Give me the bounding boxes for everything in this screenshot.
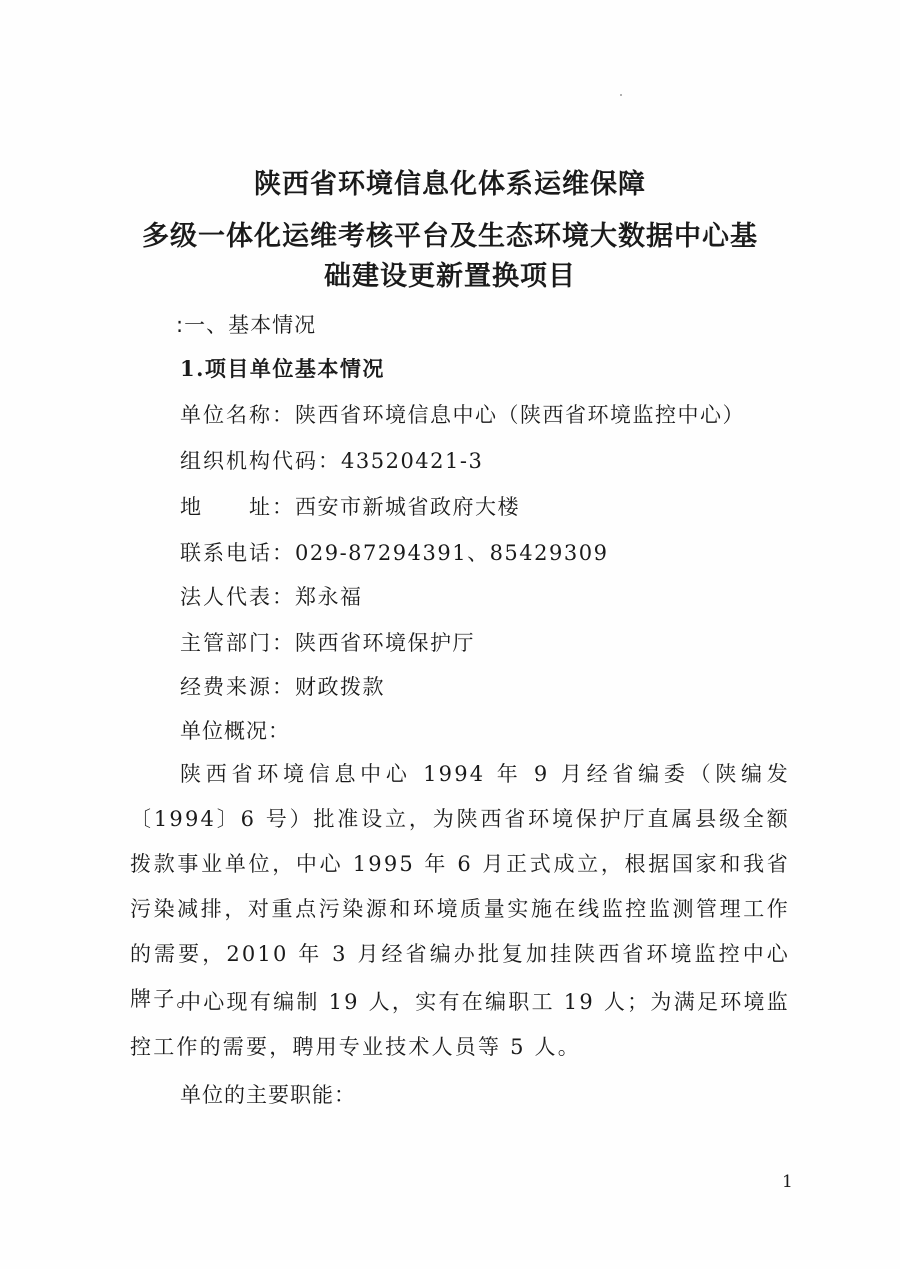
overview-heading: 单位概况： bbox=[180, 719, 290, 743]
field-value: 财政拨款 bbox=[295, 675, 385, 699]
document-title-line-1: 陕西省环境信息化体系运维保障 bbox=[254, 169, 646, 200]
field-unit-name bbox=[180, 402, 745, 428]
field-label: 经费来源： bbox=[180, 675, 295, 699]
subsection-heading-unit-info: 1.项目单位基本情况 bbox=[180, 356, 385, 381]
field-value: 029-87294391、85429309 bbox=[295, 541, 609, 565]
overview-paragraph: 陕西省环境信息中心 1994 年 9 月经省编委（陕编发〔1994〕6 号）批准设立，为陕西省环境保护厅直属县级全额拨款事业单位，中心 1995 年 6 月正式成立，根据国家和我省污染减排，对重点污染源和环境质量实施在线监控监测管理工作的需要，2010 年 3 月经省编办批复加挂陕西省环境监控中心牌子。 bbox=[130, 762, 790, 1011]
field-label: 组织机构代码： bbox=[180, 449, 341, 473]
field-label: 法人代表： bbox=[180, 585, 295, 609]
field-value: 陕西省环境保护厅 bbox=[295, 631, 475, 655]
section-heading-basic-info: :一、基本情况 bbox=[176, 313, 317, 337]
field-value: 郑永福 bbox=[295, 585, 363, 609]
field-address bbox=[180, 494, 520, 520]
field-label: 联系电话： bbox=[180, 541, 295, 565]
field-value: 西安市新城省政府大楼 bbox=[295, 495, 520, 519]
field-label: 地 址： bbox=[180, 495, 295, 519]
document-title-line-3: 础建设更新置换项目 bbox=[324, 261, 576, 292]
field-supervising-department bbox=[180, 630, 475, 656]
document-title-line-2: 多级一体化运维考核平台及生态环境大数据中心基 bbox=[142, 221, 758, 252]
field-value: 43520421-3 bbox=[341, 449, 484, 473]
scan-speck bbox=[620, 94, 622, 96]
field-legal-representative bbox=[180, 584, 363, 610]
field-label: 主管部门： bbox=[180, 631, 295, 655]
field-funding-source bbox=[180, 674, 385, 700]
field-value: 陕西省环境信息中心（陕西省环境监控中心） bbox=[295, 403, 745, 427]
field-label: 单位名称： bbox=[180, 403, 295, 427]
field-organization-code bbox=[180, 448, 483, 474]
main-duties-heading: 单位的主要职能： bbox=[180, 1083, 356, 1107]
overview-paragraph: 中心现有编制 19 人，实有在编职工 19 人；为满足环境监控工作的需要，聘用专业技术人员等 5 人。 bbox=[130, 990, 790, 1059]
page-number: 1 bbox=[782, 1172, 793, 1192]
field-phone bbox=[180, 540, 608, 566]
